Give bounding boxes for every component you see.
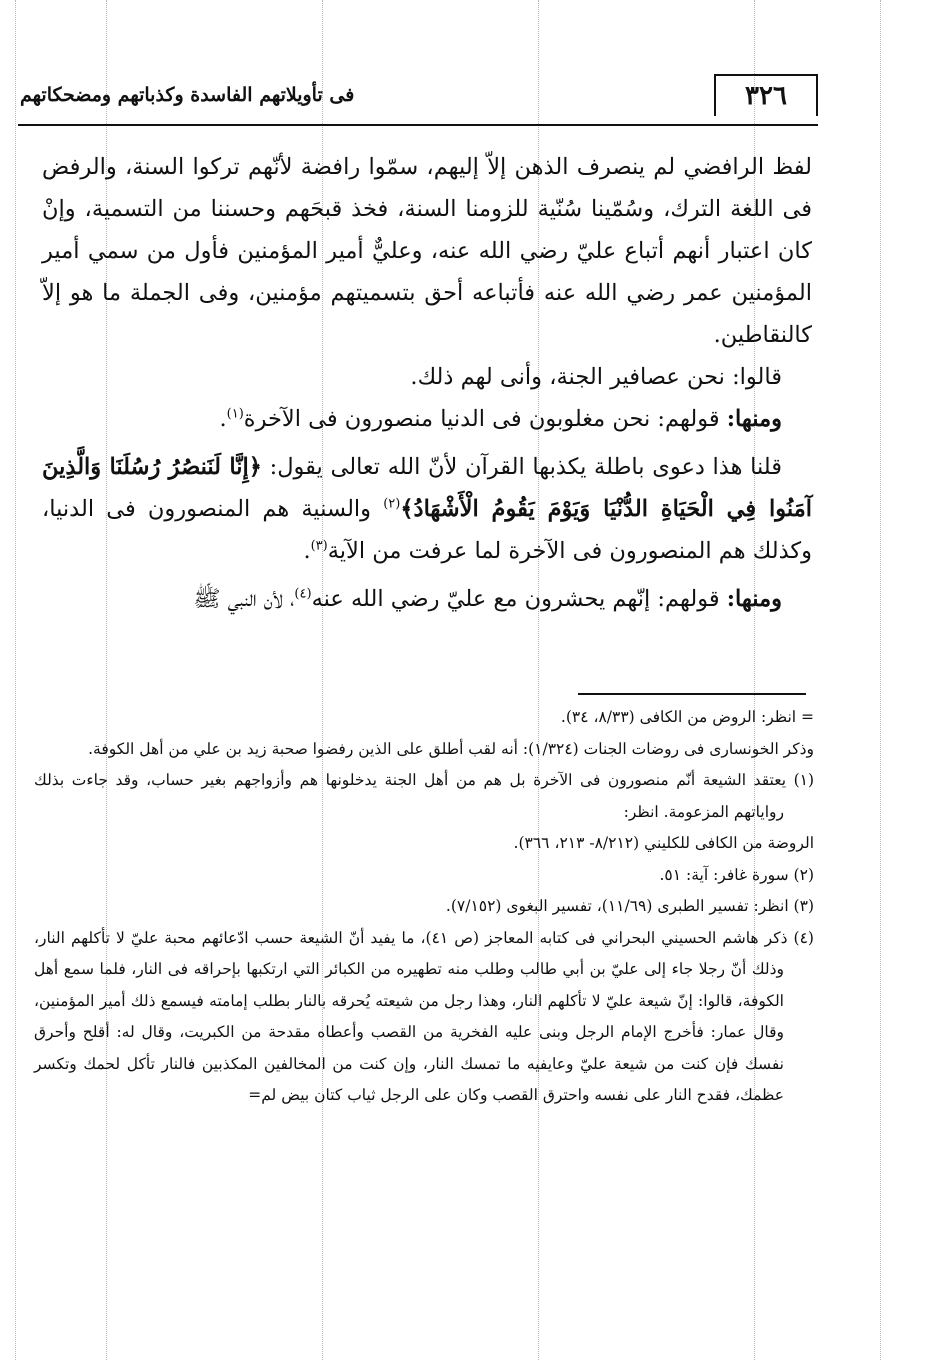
footnote: (٣) انظر: تفسير الطبرى (١١/٦٩)، تفسير البغوى (٧/١٥٢). — [445, 897, 814, 915]
main-text — [42, 146, 812, 620]
footnote-separator — [578, 693, 806, 695]
footnote-ref: (٣) — [310, 538, 328, 554]
section-lead: ومنها: — [726, 406, 782, 432]
scan-dotted-line — [15, 0, 16, 1360]
quran-verse: ﴿إِنَّا لَنَنصُرُ رُسُلَنَا وَالَّذِينَ آمَنُوا فِي الْحَيَاةِ الدُّنْيَا وَيَوْمَ يَقُومُ الْأَشْهَادُ﴾ — [42, 454, 812, 522]
paragraph-text: قلنا هذا دعوى باطلة يكذبها القرآن لأنّ الله تعالى يقول: — [269, 454, 782, 480]
paragraph: لفظ الرافضي لم ينصرف الذهن إلاّ إليهم، سمّوا رافضة لأنّهم تركوا السنة، والرفض فى اللغة الترك، وسُمّينا سُنّية للزومنا السنة، فخذ قبحَهم وحسننا من التسمية، وإنْ كان اعتبار أنهم أتباع عليّ رضي الله عنه، وعليٌّ أمير المؤمنين فأول من سمي أمير المؤمنين عمر رضي الله عنه فأتباعه أحق بتسميتهم مؤمنين، وفى الجملة ما هو إلاّ كالنقاطين. — [42, 154, 812, 348]
punctuation: . — [219, 406, 227, 432]
page-number: ٣٢٦ — [714, 74, 818, 116]
footnote: (٤) ذكر هاشم الحسيني البحراني فى كتابه المعاجز (ص ٤١)، ما يفيد أنّ الشيعة حسب ادّعائهم محبة عليّ لا تأكلهم النار، وذلك أنّ رجلا جاء إلى عليّ بن أبي طالب وطلب منه تطهيره من الكبائر التي ارتكبها بإحراقه فى النار، فلما سمع أهل الكوفة، قالوا: إنّ شيعة عليّ لا تأكلهم النار، وهذا رجل من شيعته يُحرقه بالنار بطلب إمامته فيسمع ذلك أمير المؤمنين، وقال عمار: فأخرج الإمام الرجل وبنى عليه الفخرية من القصب وأعطاه مقدحة من الكبريت، وقال له: أقلح وأحرق نفسك فإن كنت من شيعة عليّ وعايفيه ما تمسك النار، وإن كنت من المخالفين المكذبين فالنار تأكل لحمك وتكسر عظمك، فقدح النار على نفسه واحترق القصب وكان على الرجل ثياب كتان بيض لم= — [34, 928, 814, 1104]
page-header — [18, 72, 818, 126]
punctuation: . — [303, 538, 311, 564]
footnote: الروضة من الكافى للكليني (٨/٢١٢- ٢١٣، ٣٦٦). — [513, 834, 814, 852]
paragraph — [42, 398, 812, 440]
header-rule — [18, 124, 818, 126]
footnote-ref: (٤) — [294, 586, 312, 602]
footnote-ref: (١) — [226, 406, 244, 422]
footnote-ref: (٢) — [383, 496, 401, 512]
footnote: وذكر الخونسارى فى روضات الجنات (١/٣٢٤): أنه لقب أطلق على الذين رفضوا صحبة زيد بن علي من أهل الكوفة. — [88, 739, 814, 758]
footnote: (١) يعتقد الشيعة أنّم منصورون فى الآخرة بل هم من أهل الجنة يدخلونها هم وأزواجهم بغير حساب، وقد جاءت بذلك رواياتهم المزعومة. انظر: — [34, 771, 815, 821]
section-lead: ومنها: — [726, 586, 782, 612]
running-title: فى تأويلاتهم الفاسدة وكذباتهم ومضحكاتهم — [20, 84, 355, 106]
paragraph — [42, 578, 812, 620]
paragraph-text: قولهم: نحن مغلوبون فى الدنيا منصورون فى الآخرة — [243, 406, 720, 432]
paragraph-text: ، لأن النبي ﷺ — [193, 586, 295, 612]
footnote: = انظر: الروض من الكافى (٨/٣٣، ٣٤). — [560, 708, 814, 726]
footnotes — [34, 702, 814, 1112]
scan-dotted-line — [880, 0, 881, 1360]
paragraph-text: والسنية هم المنصورون فى الدنيا، وكذلك هم المنصورون فى الآخرة لما عرفت من الآية — [42, 496, 812, 564]
footnote: (٢) سورة غافر: آية: ٥١. — [659, 865, 814, 884]
paragraph — [42, 446, 812, 572]
paragraph: قالوا: نحن عصافير الجنة، وأنى لهم ذلك. — [410, 364, 782, 390]
paragraph-text: قولهم: إنّهم يحشرون مع عليّ رضي الله عنه — [311, 586, 720, 612]
